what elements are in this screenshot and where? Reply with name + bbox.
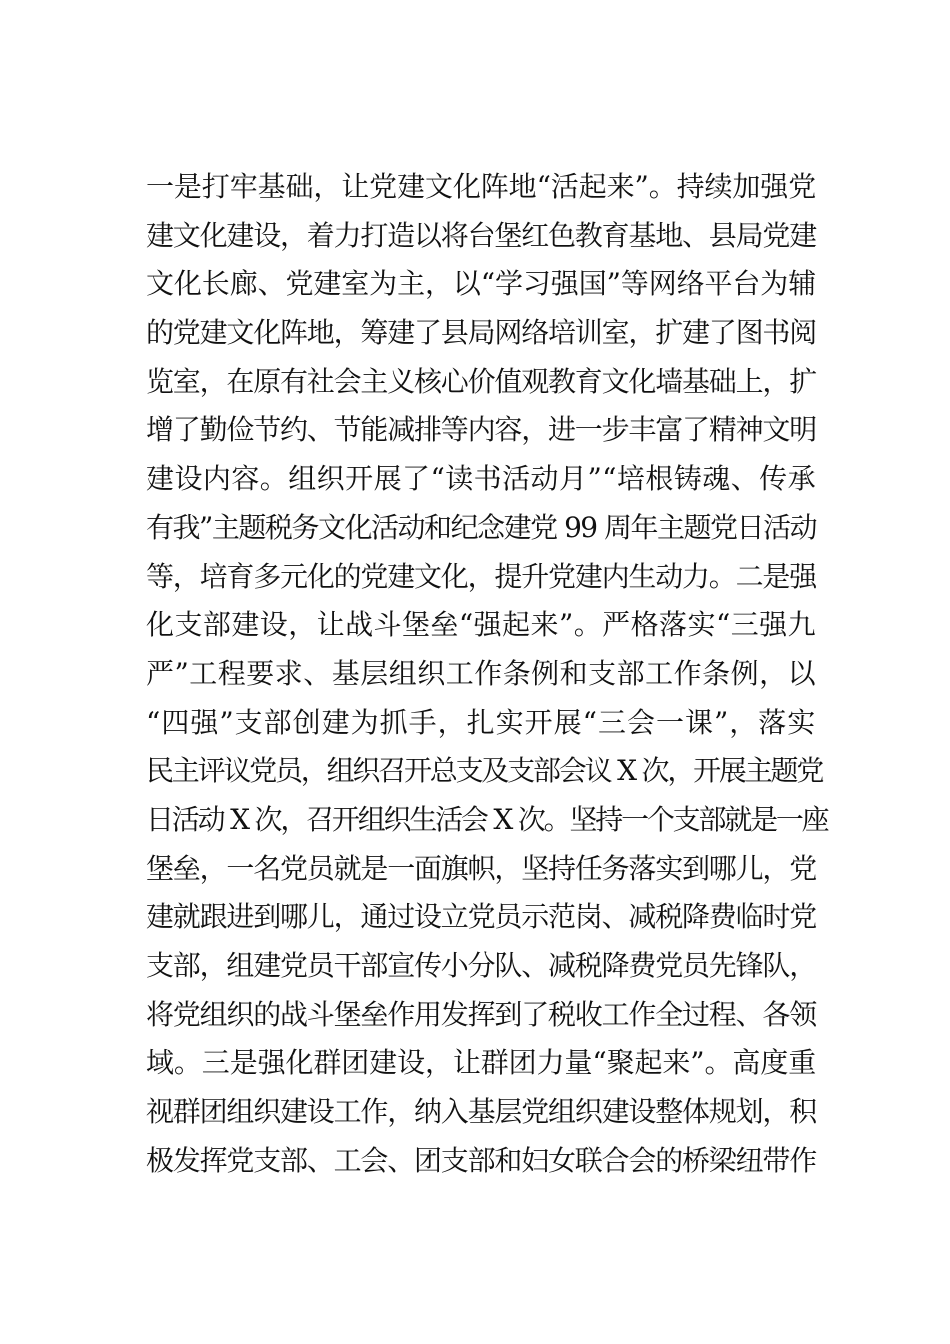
text-line: 等，培育多元化的党建文化，提升党建内生动力。二是强: [146, 559, 817, 593]
text-line: 极发挥党支部、工会、团支部和妇女联合会的桥梁纽带作: [146, 1143, 817, 1177]
text-line: 增了勤俭节约、节能减排等内容，进一步丰富了精神文明: [146, 413, 817, 447]
text-line: 建文化建设，着力打造以将台堡红色教育基地、县局党建: [146, 218, 817, 252]
text-line: 堡垒，一名党员就是一面旗帜，坚持任务落实到哪儿，党: [146, 851, 817, 885]
text-line: 建设内容。组织开展了“读书活动月”“培根铸魂、传承: [146, 462, 816, 496]
body-paragraph: [146, 163, 828, 1185]
text-line: 将党组织的战斗堡垒作用发挥到了税收工作全过程、各领: [146, 997, 817, 1031]
text-line: 有我”主题税务文化活动和纪念建党 99 周年主题党日活动: [146, 510, 816, 544]
text-line: 支部，组建党员干部宣传小分队、减税降费党员先锋队，: [146, 949, 817, 982]
text-line: 建就跟进到哪儿，通过设立党员示范岗、减税降费临时党: [146, 900, 817, 934]
text-line: 民主评议党员，组织召开总支及支部会议 X 次，开展主题党: [146, 754, 823, 788]
text-line: 文化长廊、党建室为主，以“学习强国”等网络平台为辅: [146, 267, 816, 301]
text-line: 视群团组织建设工作，纳入基层党组织建设整体规划，积: [146, 1095, 817, 1129]
text-line: 一是打牢基础，让党建文化阵地“活起来”。持续加强党: [146, 170, 816, 203]
text-line: 日活动 X 次，召开组织生活会 X 次。坚持一个支部就是一座: [146, 802, 828, 836]
text-line: 域。三是强化群团建设，让群团力量“聚起来”。高度重: [146, 1046, 816, 1080]
text-line: 严”工程要求、基层组织工作条例和支部工作条例，以: [146, 656, 816, 690]
text-line: 的党建文化阵地，筹建了县局网络培训室，扩建了图书阅: [146, 316, 817, 350]
text-line: 览室，在原有社会主义核心价值观教育文化墙基础上，扩: [146, 364, 817, 398]
text-line: “四强”支部创建为抓手，扎实开展“三会一课”，落实: [146, 705, 817, 739]
text-line: 化支部建设，让战斗堡垒“强起来”。严格落实“三强九: [146, 608, 816, 642]
